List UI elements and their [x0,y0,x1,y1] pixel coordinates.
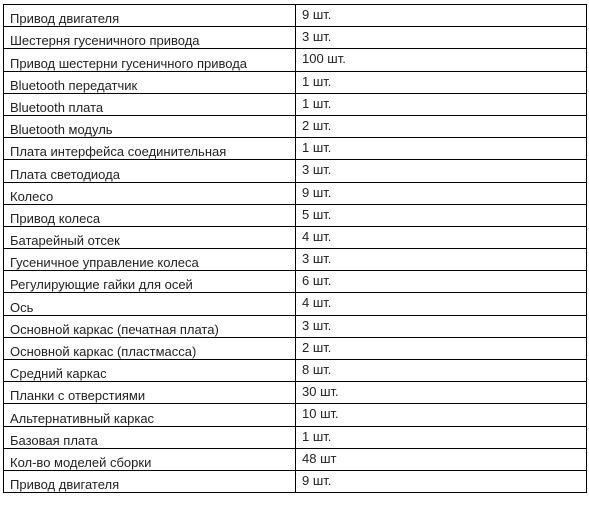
part-name-cell: Батарейный отсек [4,226,296,248]
part-quantity-cell: 4 шт. [296,293,587,315]
part-quantity-cell: 1 шт. [296,93,587,115]
table-row [4,293,587,315]
table-row [4,360,587,382]
table-row [4,426,587,448]
part-quantity-cell: 100 шт. [296,49,587,71]
part-name-cell: Привод двигателя [4,5,296,27]
part-quantity-cell: 5 шт. [296,204,587,226]
parts-table [3,4,587,493]
part-name-cell: Привод колеса [4,204,296,226]
part-name-cell: Планки с отверстиями [4,382,296,404]
part-quantity-cell: 10 шт. [296,404,587,426]
table-row [4,448,587,470]
part-quantity-cell: 9 шт. [296,470,587,492]
part-quantity-cell: 48 шт [296,448,587,470]
part-quantity-cell: 1 шт. [296,138,587,160]
table-row [4,5,587,27]
parts-table-body [4,5,587,493]
part-quantity-cell: 2 шт. [296,337,587,359]
part-name-cell: Гусеничное управление колеса [4,249,296,271]
table-row [4,49,587,71]
part-name-cell: Bluetooth передатчик [4,71,296,93]
part-quantity-cell: 6 шт. [296,271,587,293]
part-name-cell: Привод двигателя [4,470,296,492]
part-name-cell: Ось [4,293,296,315]
table-row [4,182,587,204]
part-name-cell: Bluetooth модуль [4,115,296,137]
part-name-cell: Альтернативный каркас [4,404,296,426]
part-name-cell: Кол-во моделей сборки [4,448,296,470]
table-row [4,160,587,182]
table-row [4,204,587,226]
table-row [4,71,587,93]
part-quantity-cell: 4 шт. [296,226,587,248]
part-name-cell: Плата интерфейса соединительная [4,138,296,160]
part-quantity-cell: 9 шт. [296,182,587,204]
table-row [4,271,587,293]
part-name-cell: Регулирующие гайки для осей [4,271,296,293]
part-name-cell: Шестерня гусеничного привода [4,27,296,49]
part-quantity-cell: 2 шт. [296,115,587,137]
part-name-cell: Колесо [4,182,296,204]
table-row [4,138,587,160]
part-quantity-cell: 9 шт. [296,5,587,27]
table-row [4,337,587,359]
part-quantity-cell: 3 шт. [296,249,587,271]
part-name-cell: Bluetooth плата [4,93,296,115]
part-name-cell: Основной каркас (печатная плата) [4,315,296,337]
table-row [4,27,587,49]
table-row [4,115,587,137]
part-name-cell: Средний каркас [4,360,296,382]
part-name-cell: Основной каркас (пластмасса) [4,337,296,359]
part-quantity-cell: 1 шт. [296,71,587,93]
part-quantity-cell: 1 шт. [296,426,587,448]
part-quantity-cell: 3 шт. [296,27,587,49]
table-row [4,226,587,248]
part-quantity-cell: 8 шт. [296,360,587,382]
table-row [4,93,587,115]
table-row [4,249,587,271]
part-quantity-cell: 30 шт. [296,382,587,404]
part-name-cell: Привод шестерни гусеничного привода [4,49,296,71]
part-name-cell: Плата светодиода [4,160,296,182]
table-row [4,404,587,426]
part-name-cell: Базовая плата [4,426,296,448]
table-row [4,470,587,492]
part-quantity-cell: 3 шт. [296,160,587,182]
part-quantity-cell: 3 шт. [296,315,587,337]
table-row [4,382,587,404]
table-row [4,315,587,337]
